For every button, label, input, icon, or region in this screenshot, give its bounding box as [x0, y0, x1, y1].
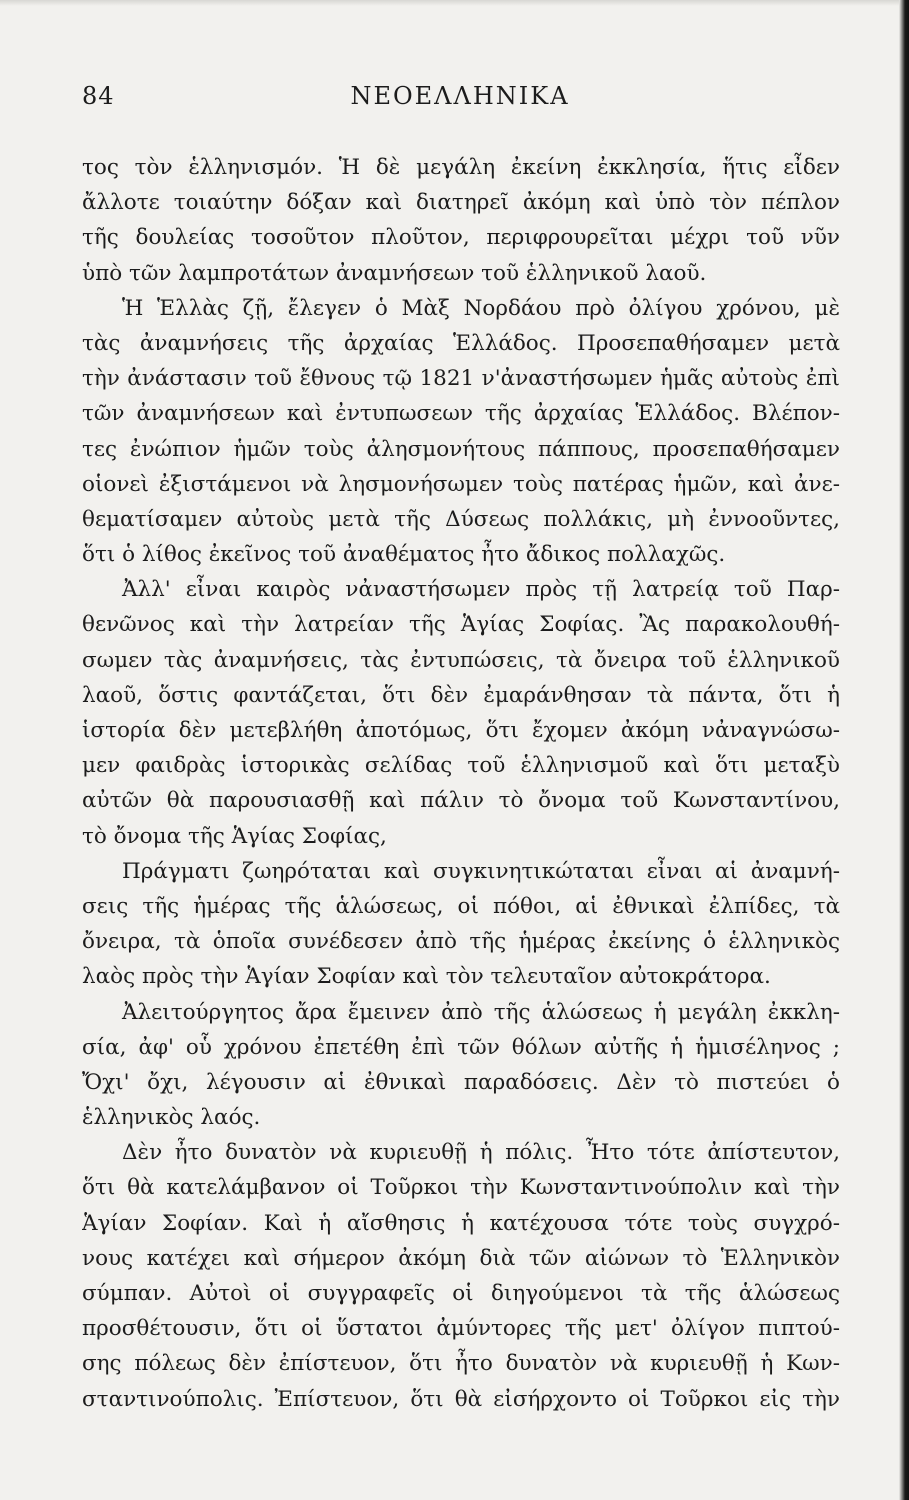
text-line: αὐτῶν θὰ παρουσιασθῇ καὶ πάλιν τὸ ὄνομα τοῦ Κωνσταντίνου,: [82, 788, 840, 814]
text-line: ὄνειρα, τὰ ὁποῖα συνέδεσεν ἀπὸ τῆς ἡμέρας ἐκείνης ὁ ἑλληνικὸς: [82, 929, 840, 955]
text-line: σία, ἀφ' οὗ χρόνου ἐπετέθη ἐπὶ τῶν θόλων αὐτῆς ἡ ἡμισέληνος ;: [82, 1034, 840, 1060]
text-line: τὸ ὄνομα τῆς Ἁγίας Σοφίας,: [82, 823, 387, 849]
text-line: νους κατέχει καὶ σήμερον ἀκόμη διὰ τῶν αἰώνων τὸ Ἑλληνικὸν: [82, 1245, 840, 1271]
text-line: σύμπαν. Αὐτοὶ οἱ συγγραφεῖς οἱ διηγούμενοι τὰ τῆς ἁλώσεως: [82, 1281, 840, 1306]
text-line: οἱονεὶ ἐξιστάμενοι νὰ λησμονήσωμεν τοὺς πατέρας ἡμῶν, καὶ ἀνε-: [82, 471, 840, 497]
text-line: σης πόλεως δὲν ἐπίστευον, ὅτι ἦτο δυνατὸν νὰ κυριευθῇ ἡ Κων-: [82, 1351, 840, 1377]
page-top-edge: [0, 0, 909, 6]
text-line: θενῶνος καὶ τὴν λατρείαν τῆς Ἁγίας Σοφίας. Ἂς παρακολουθή-: [82, 612, 840, 638]
text-line: ὅτι θὰ κατελάμβανον οἱ Τοῦρκοι τὴν Κωνσταντινούπολιν καὶ τὴν: [82, 1175, 840, 1201]
text-line: ὅτι ὁ λίθος ἐκεῖνος τοῦ ἀναθέματος ἦτο ἄδικος πολλαχῶς.: [82, 542, 726, 568]
text-line: τες ἐνώπιον ἡμῶν τοὺς ἀλησμονήτους πάππους, προσεπαθήσαμεν: [82, 436, 840, 462]
text-line: τος τὸν ἑλληνισμόν. Ἡ δὲ μεγάλη ἐκείνη ἐκκλησία, ἥτις εἶδεν: [82, 155, 840, 180]
text-line: ἱστορία δὲν μετεβλήθη ἀποτόμως, ὅτι ἔχομεν ἀκόμη νἀναγνώσω-: [82, 718, 840, 743]
text-line: τὴν ἀνάστασιν τοῦ ἔθνους τῷ 1821 ν'ἀναστήσωμεν ἡμᾶς αὐτοὺς ἐπὶ: [82, 366, 840, 392]
page-header: [82, 80, 838, 120]
text-line: τὰς ἀναμνήσεις τῆς ἀρχαίας Ἑλλάδος. Προσεπαθήσαμεν μετὰ: [82, 330, 840, 356]
text-line: ἑλληνικὸς λαός.: [82, 1105, 261, 1131]
text-line: ἄλλοτε τοιαύτην δόξαν καὶ διατηρεῖ ἀκόμη καὶ ὑπὸ τὸν πέπλον: [82, 190, 840, 216]
text-line: λαὸς πρὸς τὴν Ἁγίαν Σοφίαν καὶ τὸν τελευταῖον αὐτοκράτορα.: [82, 964, 771, 990]
text-line: θεματίσαμεν αὐτοὺς μετὰ τῆς Δύσεως πολλάκις, μὴ ἐννοοῦντες,: [82, 506, 840, 532]
text-line: Δὲν ἦτο δυνατὸν νὰ κυριευθῇ ἡ πόλις. Ἦτο τότε ἀπίστευτον,: [122, 1140, 840, 1166]
text-line: μεν φαιδρὰς ἱστορικὰς σελίδας τοῦ ἑλληνισμοῦ καὶ ὅτι μεταξὺ: [82, 753, 840, 779]
text-line: Ἀλλ' εἶναι καιρὸς νἀναστήσωμεν πρὸς τῇ λατρείᾳ τοῦ Παρ-: [122, 577, 840, 603]
text-line: τῆς δουλείας τοσοῦτον πλοῦτον, περιφρουρεῖται μέχρι τοῦ νῦν: [82, 225, 840, 251]
text-line: λαοῦ, ὅστις φαντάζεται, ὅτι δὲν ἐμαράνθησαν τὰ πάντα, ὅτι ἡ: [82, 682, 840, 708]
running-title: ΝΕΟΕΛΛΗΝΙΚΑ: [350, 82, 570, 110]
text-line: Ἀλειτούργητος ἄρα ἔμεινεν ἀπὸ τῆς ἁλώσεως ἡ μεγάλη ἐκκλη-: [122, 999, 840, 1025]
text-line: Ἡ Ἑλλὰς ζῇ, ἔλεγεν ὁ Μὰξ Νορδάου πρὸ ὀλίγου χρόνου, μὲ: [122, 295, 840, 321]
page-number: 84: [82, 82, 115, 110]
text-line: σταντινούπολις. Ἐπίστευον, ὅτι θὰ εἰσήρχοντο οἱ Τοῦρκοι εἰς τὴν: [82, 1386, 840, 1412]
text-line: σεις τῆς ἡμέρας τῆς ἁλώσεως, οἱ πόθοι, αἱ ἐθνικαὶ ἐλπίδες, τὰ: [82, 893, 840, 919]
text-line: σωμεν τὰς ἀναμνήσεις, τὰς ἐντυπώσεις, τὰ ὄνειρα τοῦ ἑλληνικοῦ: [82, 647, 840, 673]
text-line: Ὄχι' ὄχι, λέγουσιν αἱ ἐθνικαὶ παραδόσεις. Δὲν τὸ πιστεύει ὁ: [82, 1069, 840, 1095]
page-binding-edge: [899, 0, 909, 1500]
text-line: Ἁγίαν Σοφίαν. Καὶ ἡ αἴσθησις ἡ κατέχουσα τότε τοὺς συγχρό-: [82, 1210, 840, 1236]
text-line: Πράγματι ζωηρόταται καὶ συγκινητικώταται εἶναι αἱ ἀναμνή-: [122, 858, 840, 884]
text-line: προσθέτουσιν, ὅτι οἱ ὕστατοι ἀμύντορες τῆς μετ' ὀλίγον πιπτού-: [82, 1316, 840, 1342]
text-line: τῶν ἀναμνήσεων καὶ ἐντυπωσεων τῆς ἀρχαίας Ἑλλάδος. Βλέπον-: [82, 401, 840, 427]
text-line: ὑπὸ τῶν λαμπροτάτων ἀναμνήσεων τοῦ ἑλληνικοῦ λαοῦ.: [82, 260, 707, 286]
body-text: [82, 150, 840, 1417]
